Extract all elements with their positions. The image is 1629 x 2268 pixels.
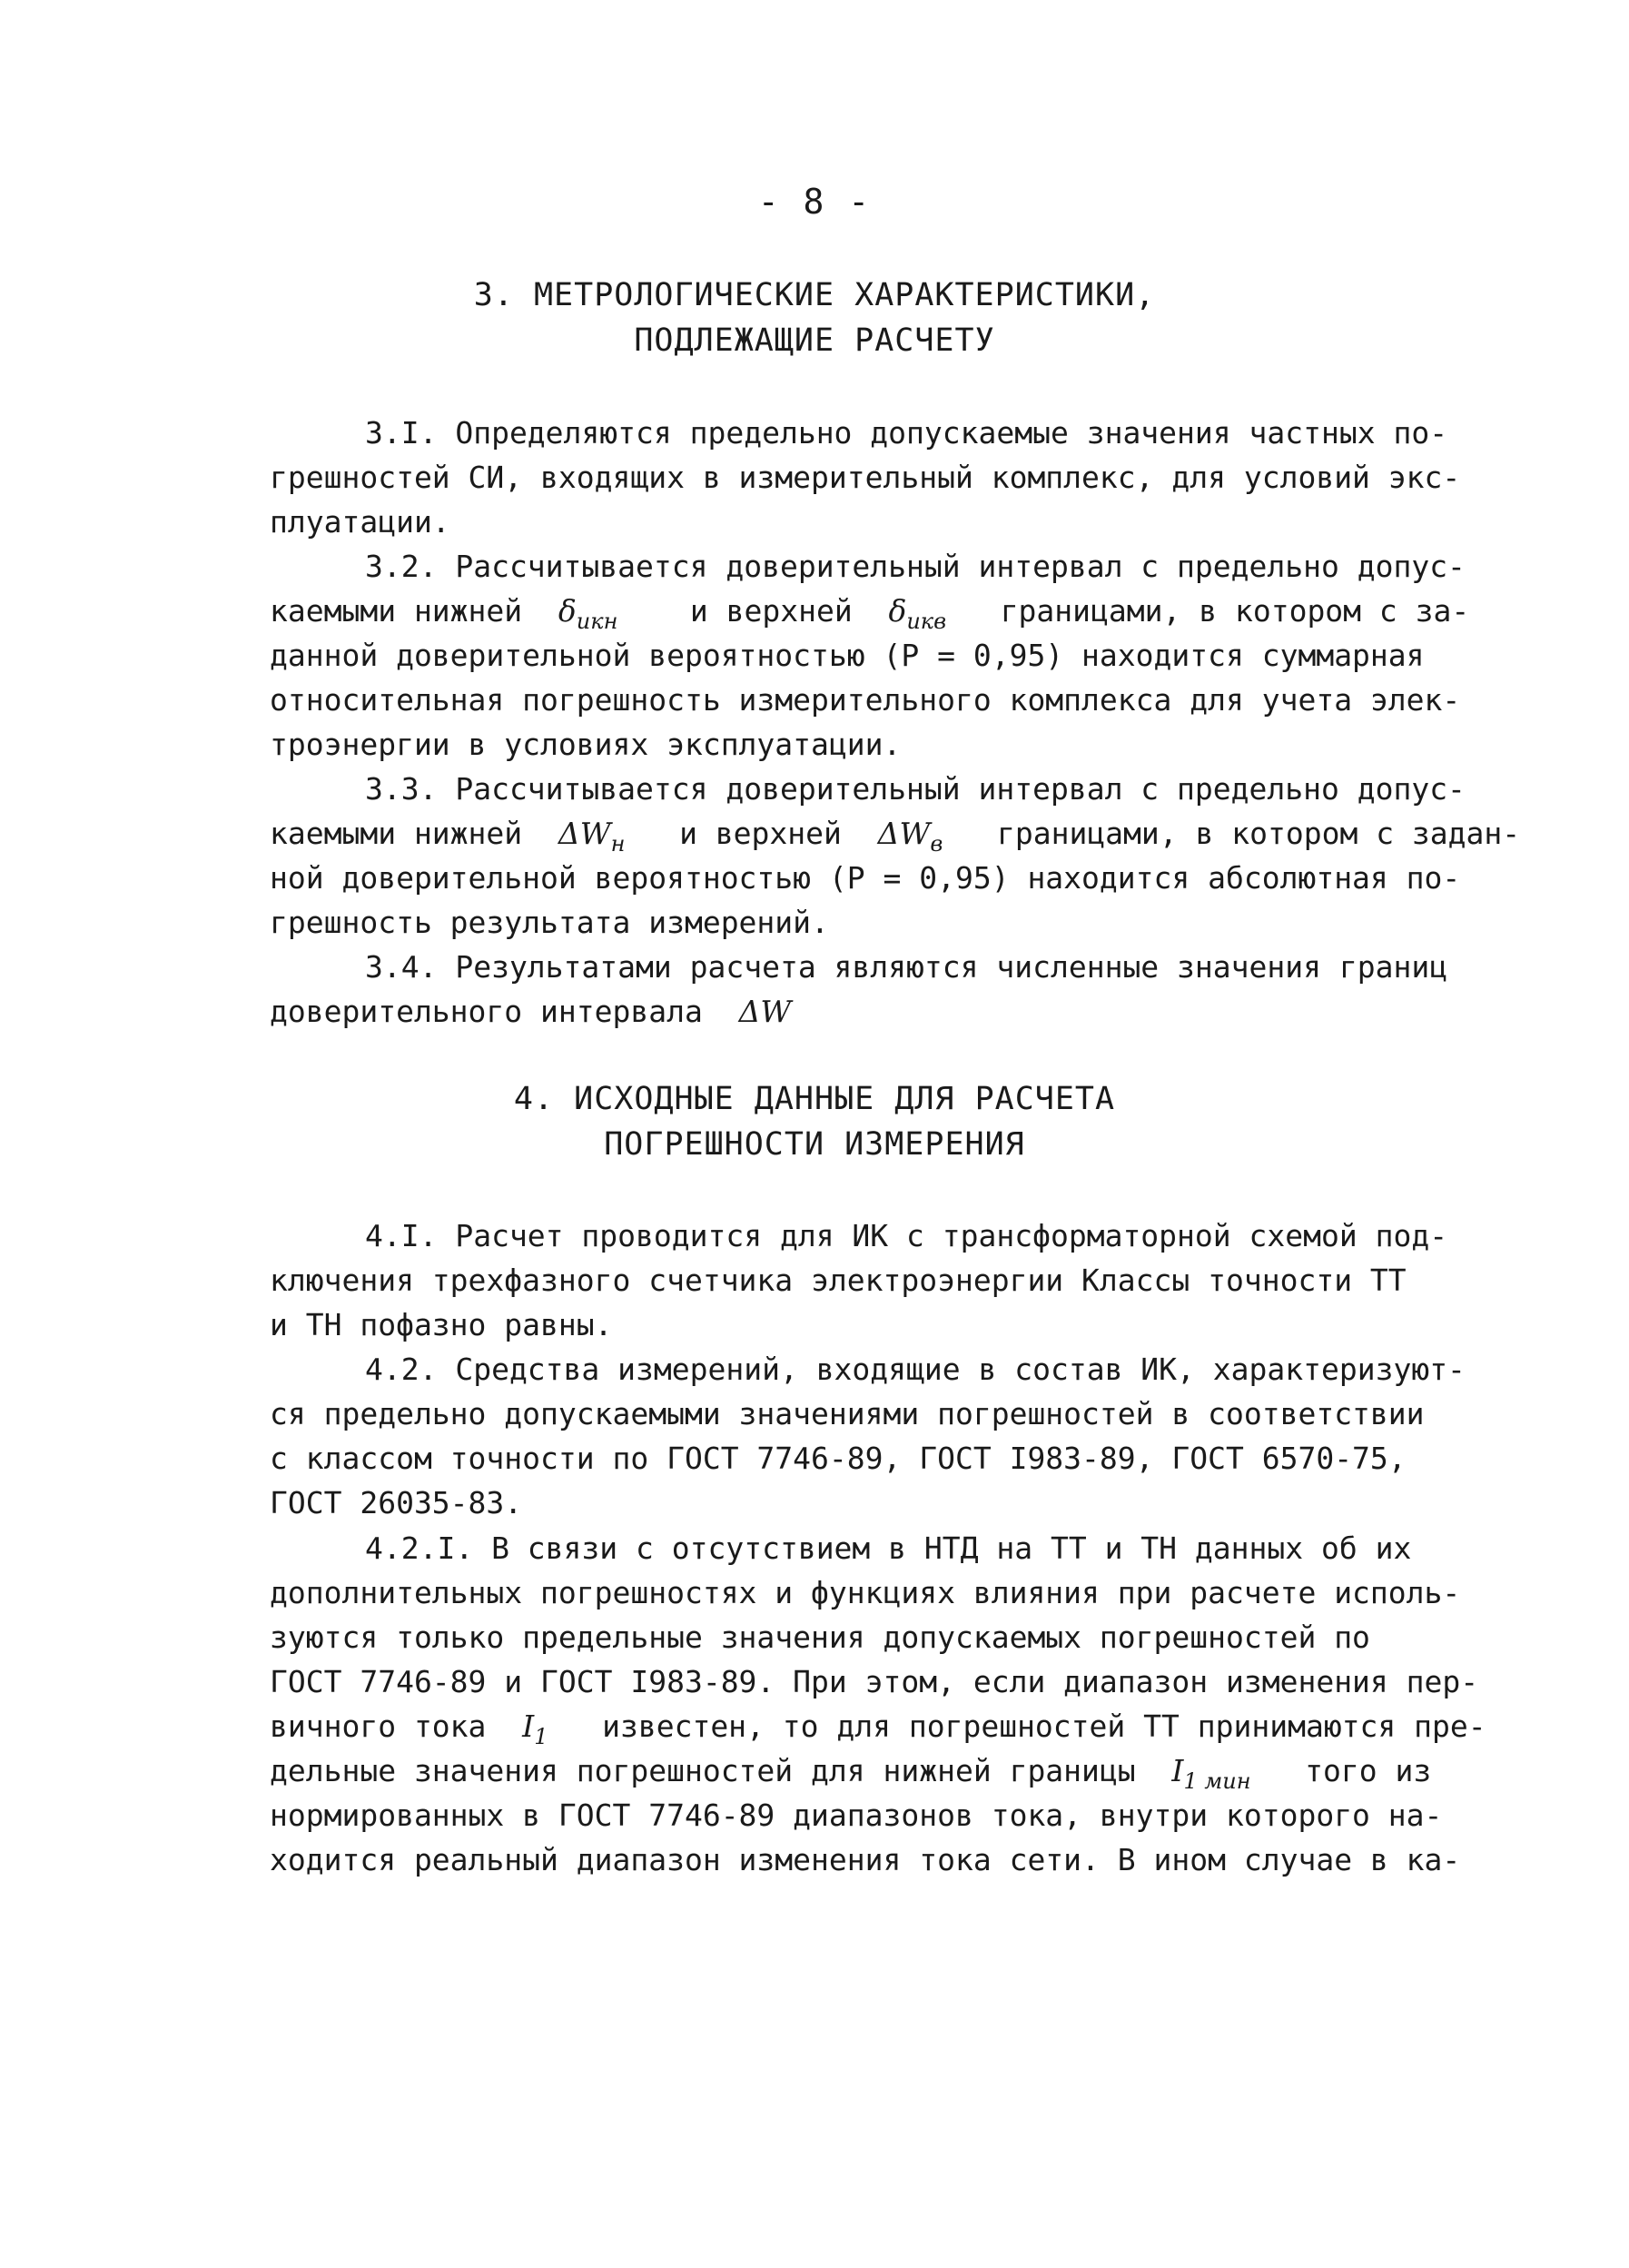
paragraph-line: 3.I. Определяются предельно допускаемые значения частных по- — [365, 415, 1448, 451]
paragraph-line: с классом точности по ГОСТ 7746-89, ГОСТ I983-89, ГОСТ 6570-75, — [270, 1441, 1407, 1476]
paragraph-line: ной доверительной вероятностью (Р = 0,95) находится абсолютная по- — [270, 860, 1461, 896]
paragraph-line: ходится реальный диапазон изменения тока сети. В ином случае в ка- — [270, 1842, 1461, 1877]
text-fragment: и верхней — [679, 816, 842, 851]
paragraph-line: грешностей СИ, входящих в измерительный комплекс, для условий экс- — [270, 460, 1461, 495]
paragraph-line-with-formula — [270, 811, 1521, 857]
text-fragment: дельные значения погрешностей для нижней границы — [270, 1753, 1136, 1788]
section-4-title-line-1: 4. ИСХОДНЫЕ ДАННЫЕ ДЛЯ РАСЧЕТА — [513, 1081, 1116, 1117]
paragraph-line: ГОСТ 26035-83. — [270, 1485, 523, 1520]
delta-w-lower-symbol: $\Delta W_н$ — [558, 816, 626, 857]
text-fragment: доверительного интервала — [270, 994, 703, 1029]
paragraph-3-1 — [270, 411, 1505, 544]
paragraph-line-with-formula — [270, 989, 1505, 1034]
text-fragment: и верхней — [689, 593, 853, 629]
paragraph-line: зуются только предельные значения допускаемых погрешностей по — [270, 1619, 1370, 1655]
paragraph-line: и ТН пофазно равны. — [270, 1307, 613, 1342]
paragraph-line: ся предельно допускаемыми значениями погрешностей в соответствии — [270, 1396, 1425, 1431]
paragraph-line: 3.4. Результатами расчета являются численные значения границ — [365, 949, 1448, 985]
paragraph-4-2 — [270, 1347, 1505, 1525]
section-4-title — [0, 1076, 1629, 1167]
paragraph-4-1 — [270, 1213, 1505, 1347]
current-i1-min-symbol: $I_{1 мин}$ — [1171, 1753, 1251, 1794]
paragraph-line: относительная погрешность измерительного комплекса для учета элек- — [270, 682, 1461, 718]
text-fragment: вичного тока — [270, 1708, 487, 1744]
paragraph-3-2 — [270, 544, 1505, 767]
paragraph-line: 4.2.I. В связи с отсутствием в НТД на ТТ и ТН данных об их — [365, 1530, 1412, 1566]
paragraph-line: 4.I. Расчет проводится для ИК с трансформаторной схемой под- — [365, 1218, 1448, 1253]
section-4-title-line-2: ПОГРЕШНОСТИ ИЗМЕРЕНИЯ — [604, 1126, 1025, 1163]
paragraph-line: дополнительных погрешностях и функциях влияния при расчете исполь- — [270, 1575, 1461, 1610]
paragraph-4-2-1 — [270, 1526, 1505, 1882]
text-fragment: границами, в котором с за- — [1000, 593, 1470, 629]
text-fragment: каемыми нижней — [270, 593, 523, 629]
text-fragment: известен, то для погрешностей ТТ принимаются пре- — [602, 1708, 1486, 1744]
paragraph-line: плуатации. — [270, 504, 450, 540]
delta-w-symbol: ΔW — [738, 994, 792, 1029]
delta-upper-symbol: $\delta_{икв}$ — [888, 593, 947, 634]
delta-lower-symbol: $\delta_{икн}$ — [558, 593, 618, 634]
section-3-title — [0, 272, 1629, 363]
paragraph-line: 3.2. Рассчитывается доверительный интервал с предельно допус- — [365, 549, 1466, 584]
paragraph-line: ГОСТ 7746-89 и ГОСТ I983-89. При этом, если диапазон изменения пер- — [270, 1664, 1479, 1699]
paragraph-line: 3.3. Рассчитывается доверительный интервал с предельно допус- — [365, 771, 1466, 807]
paragraph-line: нормированных в ГОСТ 7746-89 диапазонов тока, внутри которого на- — [270, 1798, 1443, 1833]
page-number: - 8 - — [757, 182, 872, 222]
paragraph-3-3 — [270, 767, 1521, 945]
paragraph-3-4 — [270, 945, 1505, 1034]
paragraph-line: ключения трехфазного счетчика электроэнергии Классы точности ТТ — [270, 1263, 1407, 1298]
current-i1-symbol: $I_1$ — [522, 1708, 548, 1749]
paragraph-line-with-formula — [270, 589, 1505, 633]
text-fragment: каемыми нижней — [270, 816, 523, 851]
paragraph-line: данной доверительной вероятностью (Р = 0,95) находится суммарная — [270, 638, 1425, 673]
paragraph-line: грешность результата измерений. — [270, 905, 829, 940]
section-3-title-line-1: 3. МЕТРОЛОГИЧЕСКИЕ ХАРАКТЕРИСТИКИ, — [473, 277, 1156, 313]
paragraph-line: троэнергии в условиях эксплуатации. — [270, 727, 902, 762]
paragraph-line: 4.2. Средства измерений, входящие в состав ИК, характеризуют- — [365, 1352, 1466, 1387]
paragraph-line-with-formula — [270, 1748, 1505, 1793]
section-3-title-line-2: ПОДЛЕЖАЩИЕ РАСЧЕТУ — [634, 322, 995, 359]
paragraph-line-with-formula — [270, 1704, 1505, 1748]
text-fragment: границами, в котором с задан- — [996, 816, 1521, 851]
text-fragment: того из — [1305, 1753, 1432, 1788]
delta-w-upper-symbol: $\Delta W_в$ — [877, 816, 943, 857]
